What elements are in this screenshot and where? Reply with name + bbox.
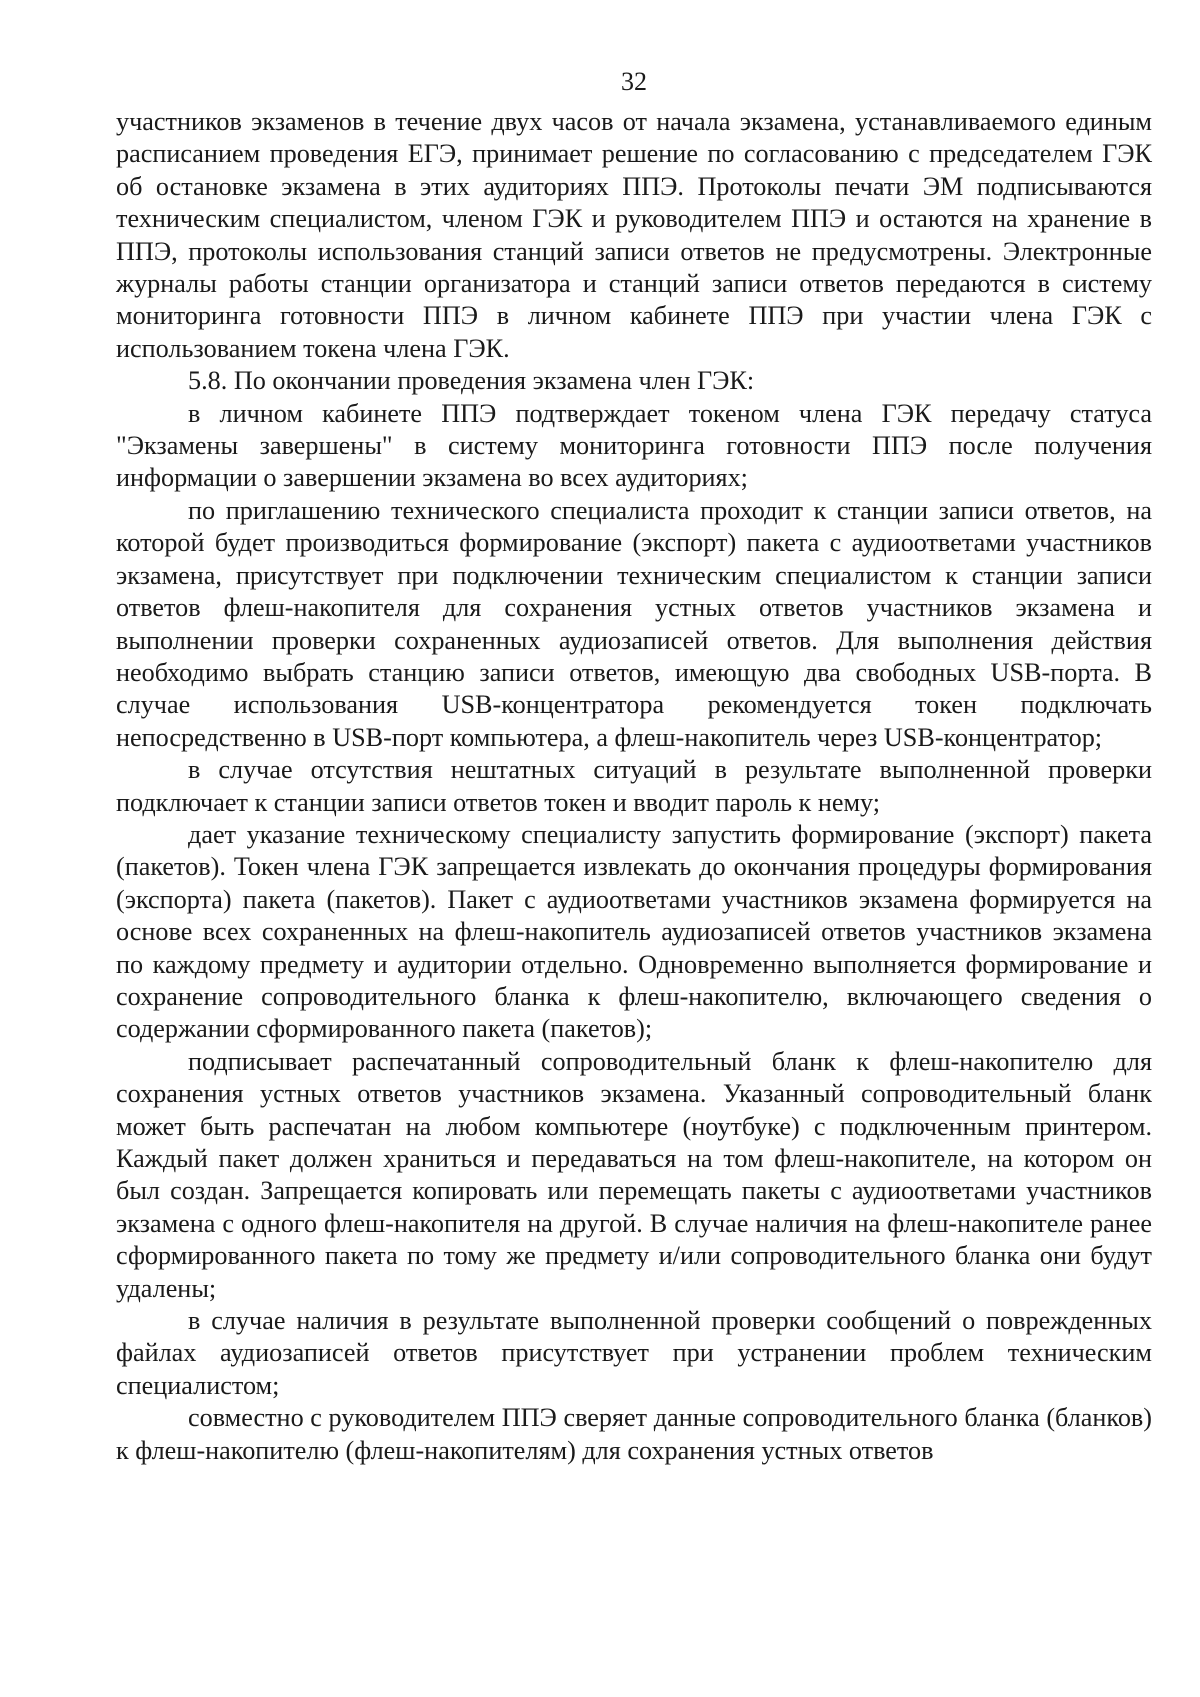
paragraph: по приглашению технического специалиста проходит к станции записи ответов, на которой будет производиться формирование (экспорт) пакета с аудиоответами участников экзамена, присутствует при подключении техническим специалистом к станции записи ответов флеш-накопителя для сохранения устных ответов участников экзамена и выполнении проверки сохраненных аудиозаписей ответов. Для выполнения действия необходимо выбрать станцию записи ответов, имеющую два свободных USB-порта. В случае использования USB-концентратора рекомендуется токен подключать непосредственно в USB-порт компьютера, а флеш-накопитель через USB-концентратор; — [116, 495, 1152, 752]
paragraph: дает указание техническому специалисту запустить формирование (экспорт) пакета (пакетов). Токен члена ГЭК запрещается извлекать до окончания процедуры формирования (экспорта) пакета (пакетов). Пакет с аудиоответами участников экзамена формируется на основе всех сохраненных на флеш-накопитель аудиозаписей ответов участников экзамена по каждому предмету и аудитории отдельно. Одновременно выполняется формирование и сохранение сопроводительного бланка к флеш-накопителю, включающего сведения о содержании сформированного пакета (пакетов); — [116, 819, 1152, 1044]
paragraph: в случае наличия в результате выполненной проверки сообщений о поврежденных файлах аудиозаписей ответов присутствует при устранении проблем техническим специалистом; — [116, 1306, 1152, 1400]
paragraph: подписывает распечатанный сопроводительный бланк к флеш-накопителю для сохранения устных ответов участников экзамена. Указанный сопроводительный бланк может быть распечатан на любом компьютере (ноутбуке) с подключенным принтером. Каждый пакет должен храниться и передаваться на том флеш-накопителе, на котором он был создан. Запрещается копировать или перемещать пакеты с аудиоответами участников экзамена с одного флеш-накопителя на другой. В случае наличия на флеш-накопителе ранее сформированного пакета по тому же предмету и/или сопроводительного бланка они будут удалены; — [116, 1046, 1152, 1303]
document-page — [116, 66, 1152, 1467]
paragraph: в личном кабинете ППЭ подтверждает токеном члена ГЭК передачу статуса "Экзамены завершены" в систему мониторинга готовности ППЭ после получения информации о завершении экзамена во всех аудиториях; — [116, 398, 1152, 493]
paragraph: в случае отсутствия нештатных ситуаций в результате выполненной проверки подключает к станции записи ответов токен и вводит пароль к нему; — [116, 755, 1152, 817]
paragraph: совместно с руководителем ППЭ сверяет данные сопроводительного бланка (бланков) к флеш-накопителю (флеш-накопителям) для сохранения устных ответов — [116, 1403, 1152, 1465]
paragraph: участников экзаменов в течение двух часов от начала экзамена, устанавливаемого единым расписанием проведения ЕГЭ, принимает решение по согласованию с председателем ГЭК об остановке экзамена в этих аудиториях ППЭ. Протоколы печати ЭМ подписываются техническим специалистом, членом ГЭК и руководителем ППЭ и остаются на хранение в ППЭ, протоколы использования станций записи ответов не предусмотрены. Электронные журналы работы станции организатора и станций записи ответов передаются в систему мониторинга готовности ППЭ в личном кабинете ППЭ при участии члена ГЭК с использованием токена члена ГЭК. — [116, 107, 1152, 363]
paragraph: 5.8. По окончании проведения экзамена член ГЭК: — [188, 366, 755, 396]
page-number: 32 — [621, 67, 647, 96]
